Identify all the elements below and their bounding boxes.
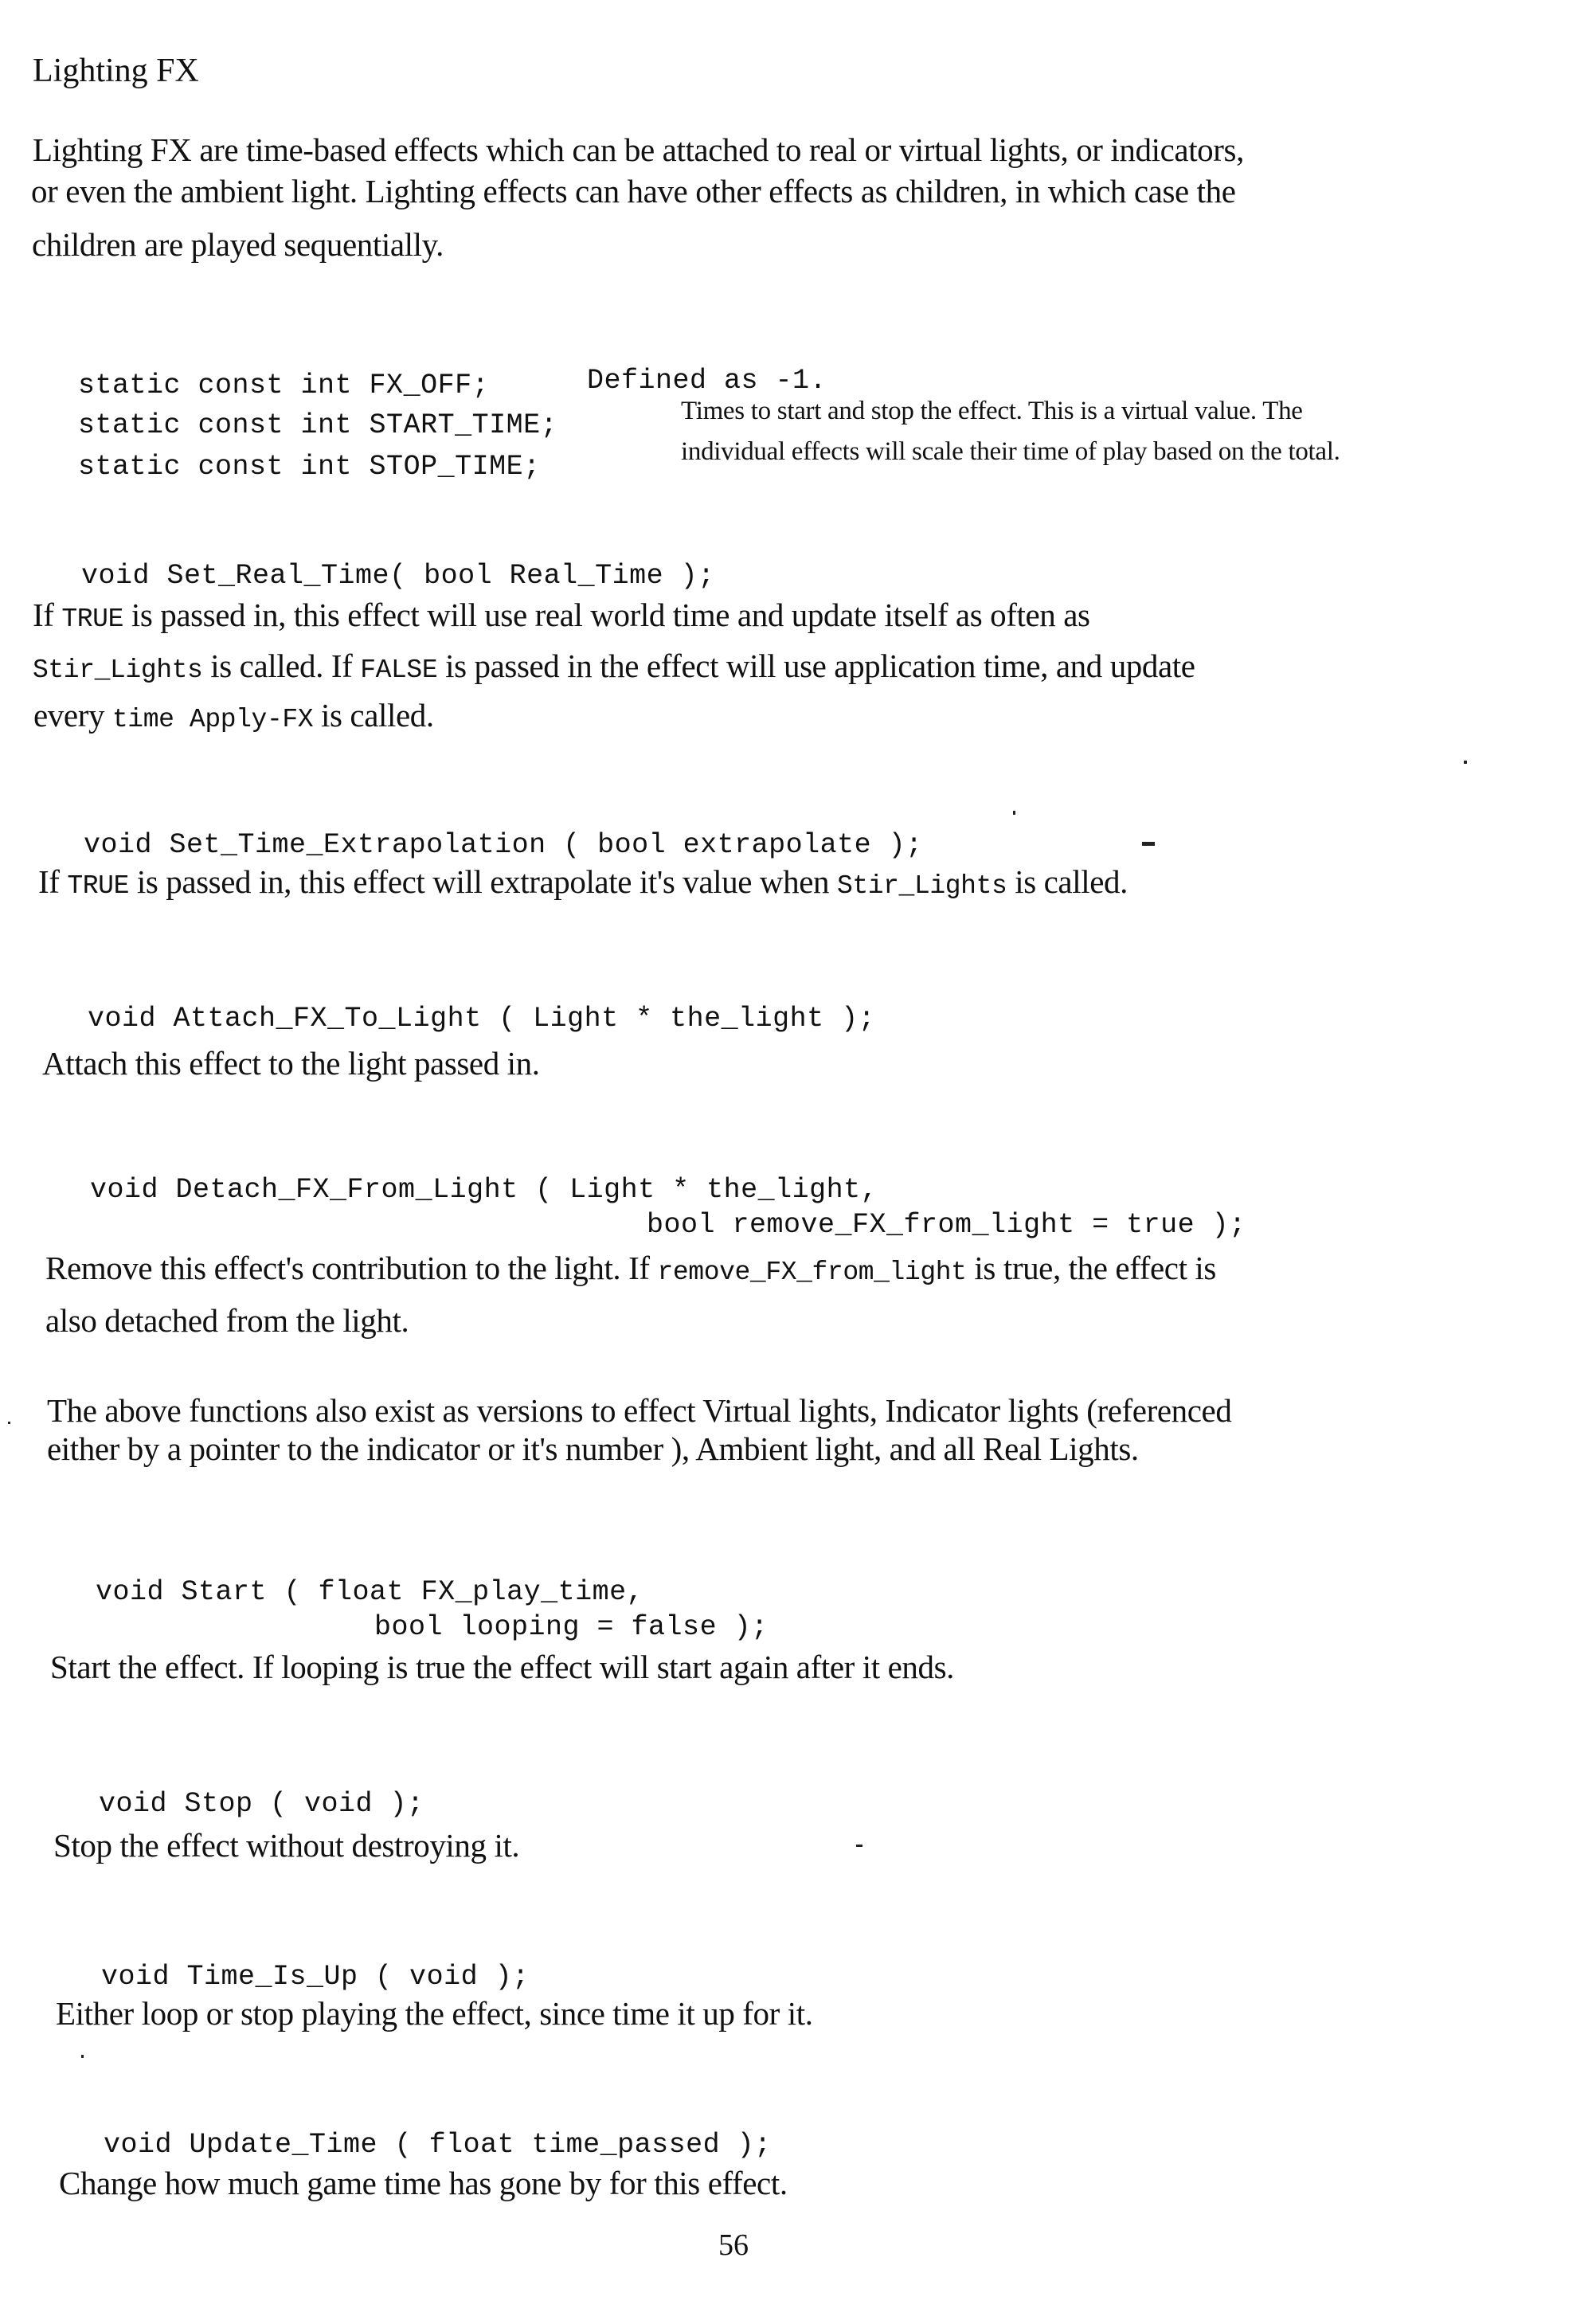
note-line-1: The above functions also exist as versions to effect Virtual lights, Indicator lights (referenced [47, 1392, 1232, 1429]
note-line-2: either by a pointer to the indicator or it's number ), Ambient light, and all Real Lights. [47, 1430, 1139, 1467]
desc-set-real-time-2: Stir_Lights is called. If FALSE is passed in the effect will use application time, and update [33, 648, 1195, 685]
desc-detach-fx-from-light-1: Remove this effect's contribution to the light. If remove_FX_from_light is true, the effect is [45, 1250, 1216, 1287]
intro-line-3: children are played sequentially. [32, 226, 444, 263]
intro-line-1: Lighting FX are time-based effects which can be attached to real or virtual lights, or indicators, [33, 131, 1244, 168]
const-stop-time: static const int STOP_TIME; [78, 451, 541, 483]
scan-speck [856, 1845, 862, 1847]
intro-line-2: or even the ambient light. Lighting effects can have other effects as children, in which case the [31, 173, 1236, 209]
scan-speck [1013, 811, 1015, 815]
sig-detach-fx-from-light-1: void Detach_FX_From_Light ( Light * the_light, [90, 1174, 878, 1206]
page-number: 56 [718, 2228, 749, 2262]
const-fx-off: static const int FX_OFF; [78, 370, 490, 401]
const-fx-off-note: Defined as -1. [587, 365, 827, 397]
desc-start: Start the effect. If looping is true the effect will start again after it ends. [50, 1649, 954, 1685]
desc-attach-fx-to-light: Attach this effect to the light passed in. [42, 1045, 540, 1082]
sig-set-time-extrapolation: void Set_Time_Extrapolation ( bool extrapolate ); [84, 829, 923, 861]
const-times-note-1: Times to start and stop the effect. This is a virtual value. The [681, 397, 1303, 425]
sig-update-time: void Update_Time ( float time_passed ); [104, 2129, 772, 2161]
sig-set-real-time: void Set_Real_Time( bool Real_Time ); [81, 560, 715, 592]
desc-time-is-up: Either loop or stop playing the effect, since time it up for it. [56, 1995, 813, 2032]
sig-start-2: bool looping = false ); [374, 1611, 769, 1643]
scan-speck [8, 1422, 10, 1424]
desc-set-real-time-1: If TRUE is passed in, this effect will use real world time and update itself as often as [33, 597, 1090, 634]
desc-set-time-extrapolation: If TRUE is passed in, this effect will extrapolate it's value when Stir_Lights is called. [38, 863, 1128, 901]
scan-speck [81, 2055, 84, 2058]
sig-stop: void Stop ( void ); [99, 1788, 424, 1820]
desc-update-time: Change how much game time has gone by for this effect. [59, 2165, 788, 2201]
desc-set-real-time-3: every time Apply-FX is called. [33, 697, 434, 734]
sig-detach-fx-from-light-2: bool remove_FX_from_light = true ); [647, 1209, 1246, 1241]
sig-attach-fx-to-light: void Attach_FX_To_Light ( Light * the_light ); [88, 1003, 876, 1035]
desc-detach-fx-from-light-2: also detached from the light. [45, 1302, 409, 1339]
section-title: Lighting FX [33, 53, 199, 89]
sig-start-1: void Start ( float FX_play_time, [96, 1576, 644, 1608]
const-start-time: static const int START_TIME; [78, 409, 558, 441]
scan-speck [1464, 761, 1467, 764]
const-times-note-2: individual effects will scale their time of play based on the total. [681, 437, 1340, 466]
sig-time-is-up: void Time_Is_Up ( void ); [101, 1961, 530, 1993]
scan-mark [1142, 842, 1155, 846]
desc-stop: Stop the effect without destroying it. [53, 1827, 520, 1864]
